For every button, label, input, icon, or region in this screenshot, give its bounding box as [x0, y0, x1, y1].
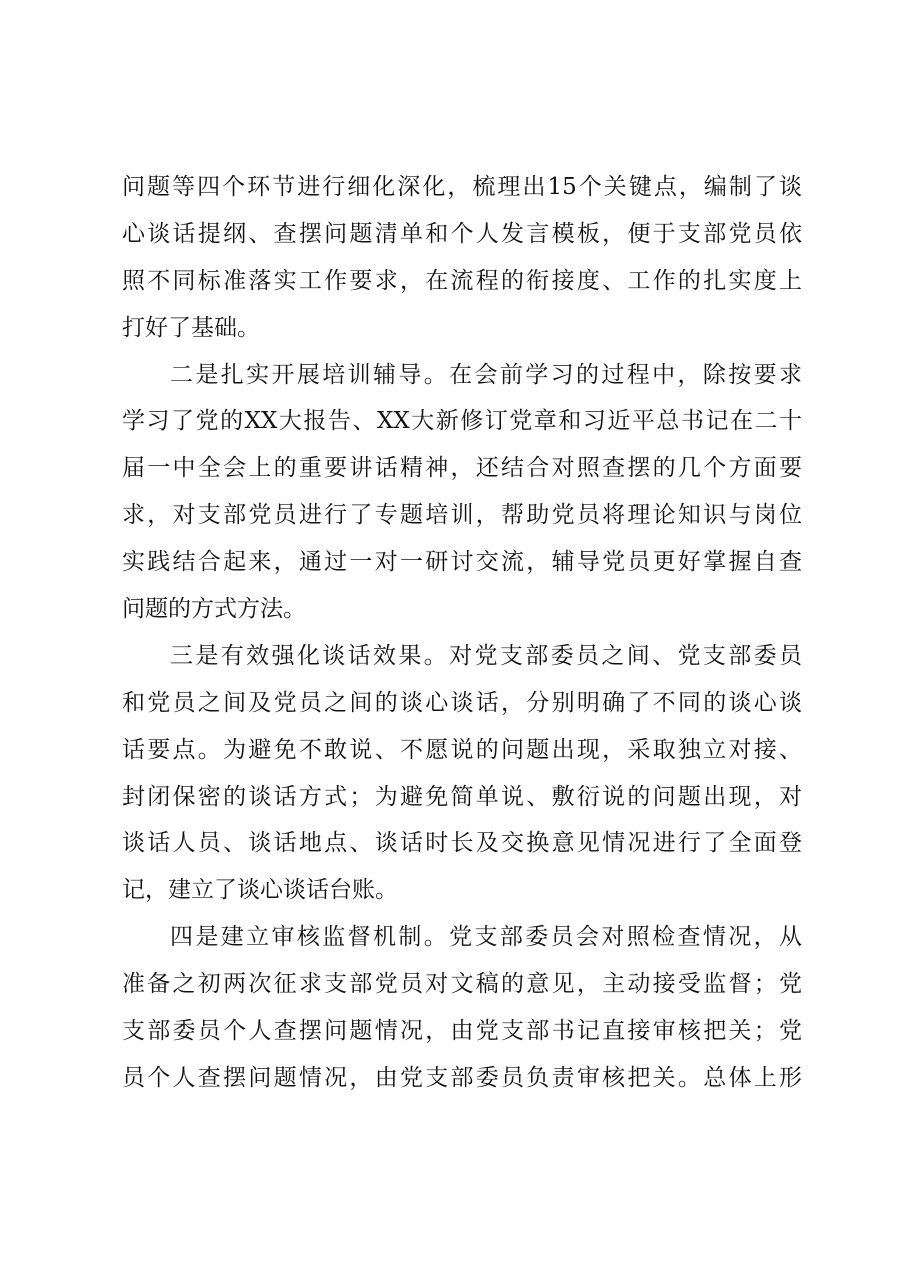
text-line: 记，建立了谈心谈话台账。 — [122, 877, 398, 904]
text-line: 支部委员个人查摆问题情况，由党支部书记直接审核把关；党 — [122, 1018, 802, 1045]
text-line: 实践结合起来，通过一对一研讨交流，辅导党员更好掌握自查 — [122, 549, 802, 576]
text-line: 二是扎实开展培训辅导。在会前学习的过程中，除按要求 — [170, 361, 802, 388]
document-body — [122, 164, 802, 1102]
text-line: 照不同标准落实工作要求，在流程的衔接度、工作的扎实度上 — [122, 267, 802, 294]
text-line: 求，对支部党员进行了专题培训，帮助党员将理论知识与岗位 — [122, 502, 802, 529]
paragraph-4 — [122, 914, 802, 1102]
text-line: 话要点。为避免不敢说、不愿说的问题出现，采取独立对接、 — [122, 736, 802, 763]
text-line: 员个人查摆问题情况，由党支部委员负责审核把关。总体上形 — [122, 1064, 802, 1091]
text-line: 问题等四个环节进行细化深化，梳理出15个关键点，编制了谈 — [122, 174, 802, 200]
text-line: 届一中全会上的重要讲话精神，还结合对照查摆的几个方面要 — [122, 455, 802, 482]
text-line: 打好了基础。 — [122, 314, 260, 341]
text-line: 和党员之间及党员之间的谈心谈话，分别明确了不同的谈心谈 — [122, 689, 802, 716]
text-line: 封闭保密的谈话方式；为避免简单说、敷衍说的问题出现，对 — [122, 783, 802, 810]
paragraph-3 — [122, 633, 802, 914]
text-line: 学习了党的XX大报告、XX大新修订党章和习近平总书记在二十 — [122, 408, 802, 435]
text-line: 问题的方式方法。 — [122, 596, 306, 623]
text-line: 谈话人员、谈话地点、谈话时长及交换意见情况进行了全面登 — [122, 830, 802, 857]
paragraph-1 — [122, 164, 802, 352]
text-line: 准备之初两次征求支部党员对文稿的意见，主动接受监督；党 — [122, 971, 802, 998]
text-line: 三是有效强化谈话效果。对党支部委员之间、党支部委员 — [170, 642, 802, 669]
paragraph-2 — [122, 352, 802, 633]
text-line: 四是建立审核监督机制。党支部委员会对照检查情况，从 — [170, 924, 802, 951]
text-line: 心谈话提纲、查摆问题清单和个人发言模板，便于支部党员依 — [122, 220, 802, 247]
